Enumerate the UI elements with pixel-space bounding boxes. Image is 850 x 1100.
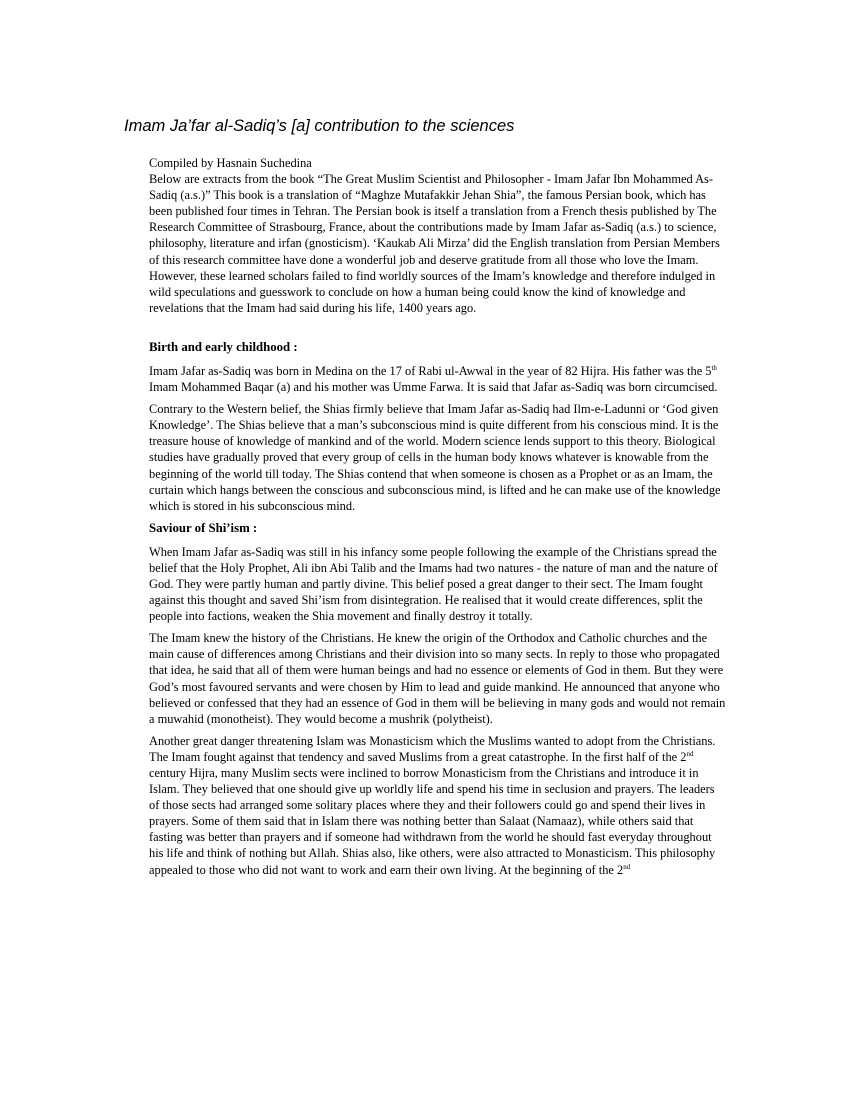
saviour-paragraph-1: When Imam Jafar as-Sadiq was still in his infancy some people following the example of the Christians spread the belief that the Holy Prophet, Ali ibn Abi Talib and the Imams had two natures - the nature of man and the nature of God. They were partly human and partly divine. This belief posed a great danger to their sect. The Imam fought against this thought and saved Shi’ism from disintegration. He realised that it would create differences, split the people into factions, weaken the Shia movement and finally destroy it totally.: [149, 544, 718, 624]
document-body: [149, 155, 727, 884]
birth-paragraph-1: [149, 363, 727, 395]
saviour-paragraph-2: The Imam knew the history of the Christians. He knew the origin of the Orthodox and Catholic churches and the main cause of differences among Christians and their division into so many sects. In reply to those who propagated that idea, he said that all of them were human beings and had no essence or elements of God in them. But they were God’s most favoured servants and were chosen by Him to lead and guide mankind. He announced that anyone who believed or confessed that they had an essence of God in them will be believing in many gods and would not remain a muwahid (monotheist). They would become a mushrik (polytheist).: [149, 631, 726, 726]
section-heading-saviour: Saviour of Shi’ism :: [149, 520, 258, 535]
saviour-paragraph-3: [149, 733, 727, 878]
section-heading-birth: Birth and early childhood :: [149, 339, 298, 354]
birth-p1-superscript: th: [711, 363, 717, 372]
birth-paragraph-2: Contrary to the Western belief, the Shias firmly believe that Imam Jafar as-Sadiq had Ilm-e-Ladunni or ‘God given Knowledge’. The Shias believe that a man’s subconscious mind is quite different from his conscious mind. It is the treasure house of knowledge of mankind and of the world. Modern science lends support to this theory. Biological studies have gradually proved that every group of cells in the human body knows whatever is knowable from the beginning of the world till today. The Shias contend that when someone is chosen as a Prophet or as an Imam, the curtain which hangs between the conscious and subconscious mind, is lifted and he can make use of the knowledge which is stored in his subconscious mind.: [149, 402, 721, 513]
saviour-p3-superscript-1: nd: [686, 749, 694, 758]
intro-paragraph: Below are extracts from the book “The Great Muslim Scientist and Philosopher - Imam Jafar Ibn Mohammed As-Sadiq (a.s.)” This book is a translation of “Maghze Mutafakkir Jehan Shia”, the famous Persian book, which has been published four times in Tehran. The Persian book is itself a translation from a French thesis published by The Research Committee of Strasbourg, France, about the contributions made by Imam Jafar as-Sadiq (a.s.) to science, philosophy, literature and irfan (gnosticism). ‘Kaukab Ali Mirza’ did the English translation from Persian Members of this research committee have done a wonderful job and deserve gratitude from all those who love the Imam. However, these learned scholars failed to find worldly sources of the Imam’s knowledge and therefore indulged in wild speculations and guesswork to conclude on how a human being could know the kind of knowledge and revelations that the Imam had said during his life, 1400 years ago.: [149, 172, 720, 315]
document-title: Imam Ja’far al-Sadiq’s [a] contribution to the sciences: [124, 117, 515, 135]
birth-p1-text-b: Imam Mohammed Baqar (a) and his mother was Umme Farwa. It is said that Jafar as-Sadiq was born circumcised.: [149, 380, 718, 395]
saviour-p3-text-b: century Hijra, many Muslim sects were inclined to borrow Monasticism from the Christians and introduce it in Islam. They believed that one should give up worldly life and spend his time in seclusion and prayers. The leaders of those sects had arranged some solitary places where they and their followers could go and spend their lives in prayers. Some of them said that in Islam there was nothing better than Salaat (Namaaz), while others said that fasting was better than prayers and if someone had withdrawn from the world he should fast everyday throughout his life and think of nothing but Allah. Shias also, like others, were also attracted to Monasticism. This philosophy appealed to those who did not want to work and earn their own living. At the beginning of the 2: [149, 766, 716, 877]
saviour-p3-text-a: Another great danger threatening Islam was Monasticism which the Muslims wanted to adopt from the Christians. The Imam fought against that tendency and saved Muslims from a great catastrophe. In the first half of the 2: [149, 733, 716, 764]
birth-p1-text-a: Imam Jafar as-Sadiq was born in Medina on the 17 of Rabi ul-Awwal in the year of 82 Hijra. His father was the 5: [149, 363, 712, 378]
compiled-by: Compiled by Hasnain Suchedina: [149, 156, 312, 170]
saviour-p3-superscript-2: nd: [623, 862, 631, 871]
